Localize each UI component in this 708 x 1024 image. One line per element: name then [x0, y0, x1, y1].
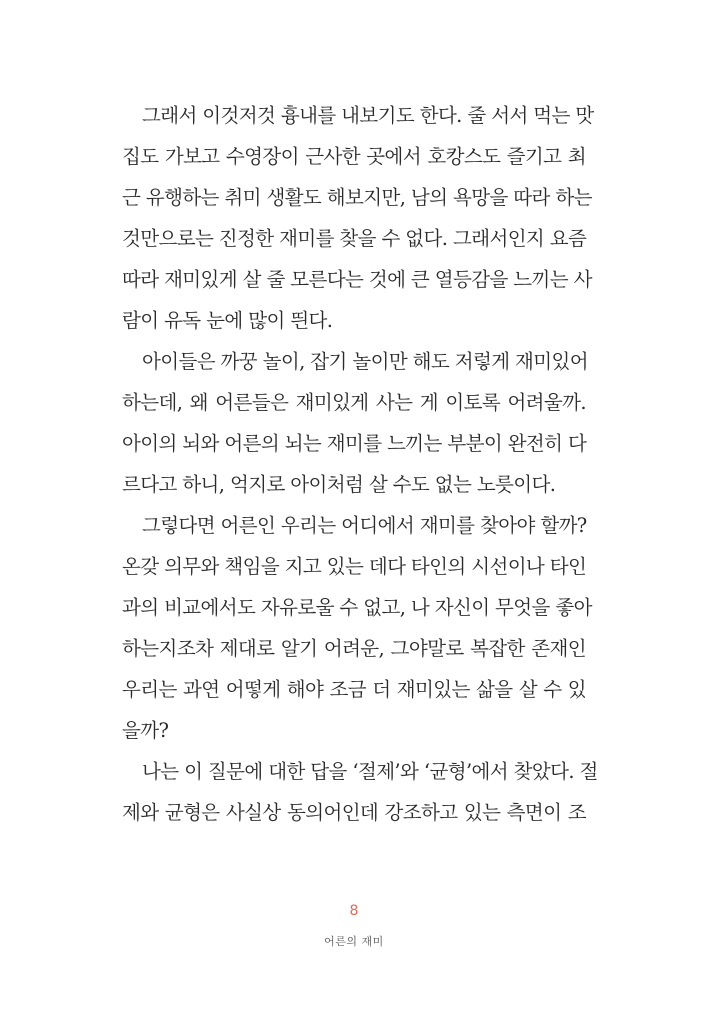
text-line: 그렇다면 어른인 우리는 어디에서 재미를 찾아야 할까?	[142, 514, 587, 537]
text-line: 르다고 하니, 억지로 아이처럼 살 수도 없는 노릇이다.	[122, 473, 556, 496]
text-line: 것만으로는 진정한 재미를 찾을 수 없다. 그래서인지 요즘	[122, 227, 587, 250]
text-line: 과의 비교에서도 자유로울 수 없고, 나 자신이 무엇을 좋아	[122, 596, 592, 619]
text-line: 나는 이 질문에 대한 답을 ‘절제’와 ‘균형’에서 찾았다. 절	[142, 760, 598, 783]
text-line: 근 유행하는 취미 생활도 해보지만, 남의 욕망을 따라 하는	[122, 186, 592, 209]
text-line: 아이들은 까꿍 놀이, 잡기 놀이만 해도 저렇게 재미있어	[142, 350, 589, 373]
text-line: 온갖 의무와 책임을 지고 있는 데다 타인의 시선이나 타인	[122, 555, 587, 578]
text-line: 아이의 뇌와 어른의 뇌는 재미를 느끼는 부분이 완전히 다	[122, 432, 587, 455]
text-line: 을까?	[122, 719, 169, 742]
text-line: 집도 가보고 수영장이 근사한 곳에서 호캉스도 즐기고 최	[122, 145, 586, 168]
text-line: 하는데, 왜 어른들은 재미있게 사는 게 이토록 어려울까.	[122, 391, 586, 414]
page-number: 8	[349, 903, 359, 919]
text-line: 따라 재미있게 살 줄 모른다는 것에 큰 열등감을 느끼는 사	[122, 268, 592, 291]
text-line: 람이 유독 눈에 많이 띈다.	[122, 309, 333, 332]
text-line: 그래서 이것저것 흉내를 내보기도 한다. 줄 서서 먹는 맛	[142, 104, 594, 127]
text-line: 하는지조차 제대로 알기 어려운, 그야말로 복잡한 존재인	[122, 637, 586, 660]
text-line: 제와 균형은 사실상 동의어인데 강조하고 있는 측면이 조	[122, 801, 586, 824]
text-line: 우리는 과연 어떻게 해야 조금 더 재미있는 삶을 살 수 있	[122, 678, 586, 701]
running-footer-title: 어른의 재미	[324, 935, 384, 948]
